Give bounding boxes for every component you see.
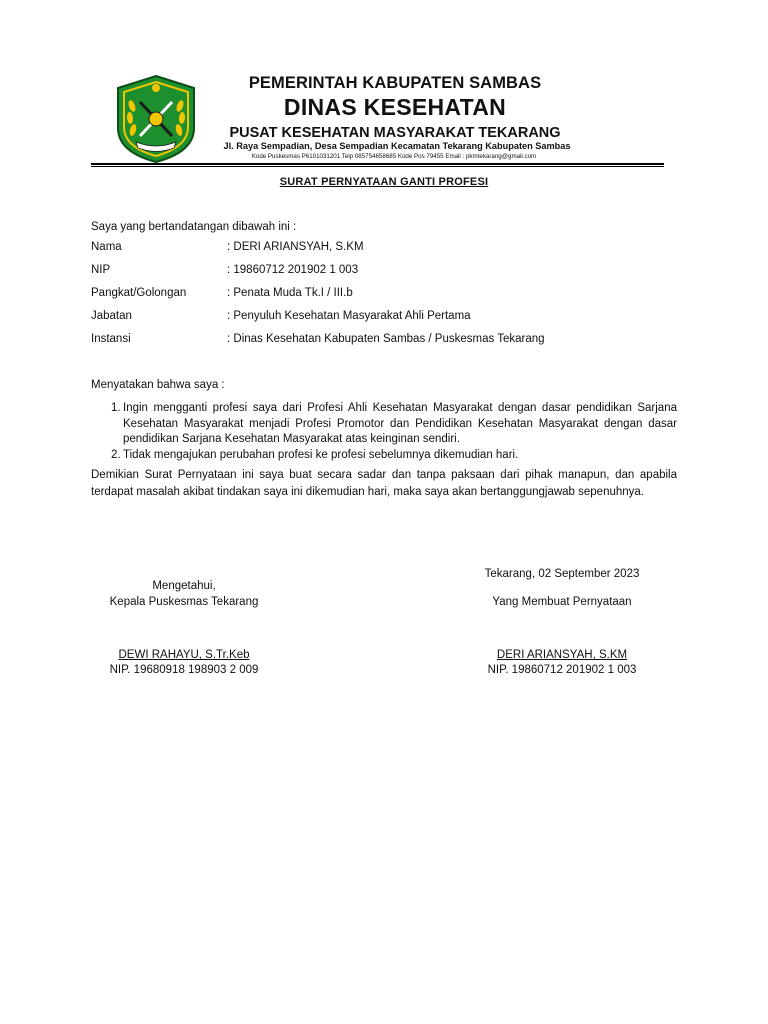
letterhead-divider-thick <box>91 163 664 165</box>
field-value-rank: : Penata Muda Tk.I / III.b <box>227 287 353 299</box>
field-label-position: Jabatan <box>91 310 132 322</box>
statement-list <box>91 401 677 463</box>
letterhead-contact: Kode Puskesmas P6101031201 Telp 085754658685 Kode Pos 79455 Email : pkmtekarang@gmail.com <box>251 153 537 160</box>
field-label-name: Nama <box>91 241 122 253</box>
closing-paragraph: Demikian Surat Pernyataan ini saya buat secara sadar dan tanpa paksaan dari pihak manapun, dan apabila terdapat masalah akibat tindakan saya ini dikemudian hari, maka saya akan bertanggungjawab sepenuhnya. <box>91 469 677 498</box>
letterhead <box>215 73 575 142</box>
signature-right-title: Yang Membuat Pernyataan <box>492 596 632 608</box>
signature-left-acknowledged: Mengetahui, <box>152 580 216 592</box>
document-title: SURAT PERNYATAAN GANTI PROFESI <box>279 176 489 188</box>
letterhead-divider-thin <box>91 166 664 167</box>
list-item <box>91 401 677 448</box>
letterhead-agency: DINAS KESEHATAN <box>283 94 507 120</box>
field-label-rank: Pangkat/Golongan <box>91 287 187 299</box>
letterhead-unit: PUSAT KESEHATAN MASYARAKAT TEKARANG <box>229 125 561 141</box>
signature-left-title: Kepala Puskesmas Tekarang <box>109 596 259 608</box>
letterhead-government: PEMERINTAH KABUPATEN SAMBAS <box>248 74 542 92</box>
field-value-position: : Penyuluh Kesehatan Masyarakat Ahli Pertama <box>227 310 471 322</box>
field-label-institution: Instansi <box>91 333 131 345</box>
regency-emblem-logo <box>110 72 202 164</box>
signature-left-name: DEWI RAHAYU, S.Tr.Keb <box>118 649 250 661</box>
list-item <box>91 448 677 464</box>
signature-right-nip: NIP. 19860712 201902 1 003 <box>487 664 637 676</box>
statement-intro: Menyatakan bahwa saya : <box>91 379 225 391</box>
field-value-nip: : 19860712 201902 1 003 <box>227 264 359 276</box>
list-item-number: 2. <box>111 448 121 461</box>
list-item-text: Ingin mengganti profesi saya dari Profesi Ahli Kesehatan Masyarakat dengan dasar pendidikan Sarjana Kesehatan Masyarakat menjadi Profesi Promotor dan Pendidikan Kesehatan Masyarakat dengan dasar pendidikan Sarjana Kesehatan Masyarakat atas keinginan sendiri. <box>123 402 677 445</box>
field-label-nip: NIP <box>91 264 111 276</box>
list-item-number: 1. <box>111 402 121 414</box>
field-value-institution: : Dinas Kesehatan Kabupaten Sambas / Puskesmas Tekarang <box>227 333 545 345</box>
list-item-text: Tidak mengajukan perubahan profesi ke profesi sebelumnya dikemudian hari. <box>123 448 519 461</box>
intro-text: Saya yang bertandatangan dibawah ini : <box>91 221 297 233</box>
field-value-name: : DERI ARIANSYAH, S.KM <box>227 241 364 253</box>
letterhead-address: Jl. Raya Sempadian, Desa Sempadian Kecamatan Tekarang Kabupaten Sambas <box>223 141 571 151</box>
place-date: Tekarang, 02 September 2023 <box>484 568 640 580</box>
signature-right-name: DERI ARIANSYAH, S.KM <box>496 649 628 661</box>
signature-left-nip: NIP. 19680918 198903 2 009 <box>109 664 259 676</box>
